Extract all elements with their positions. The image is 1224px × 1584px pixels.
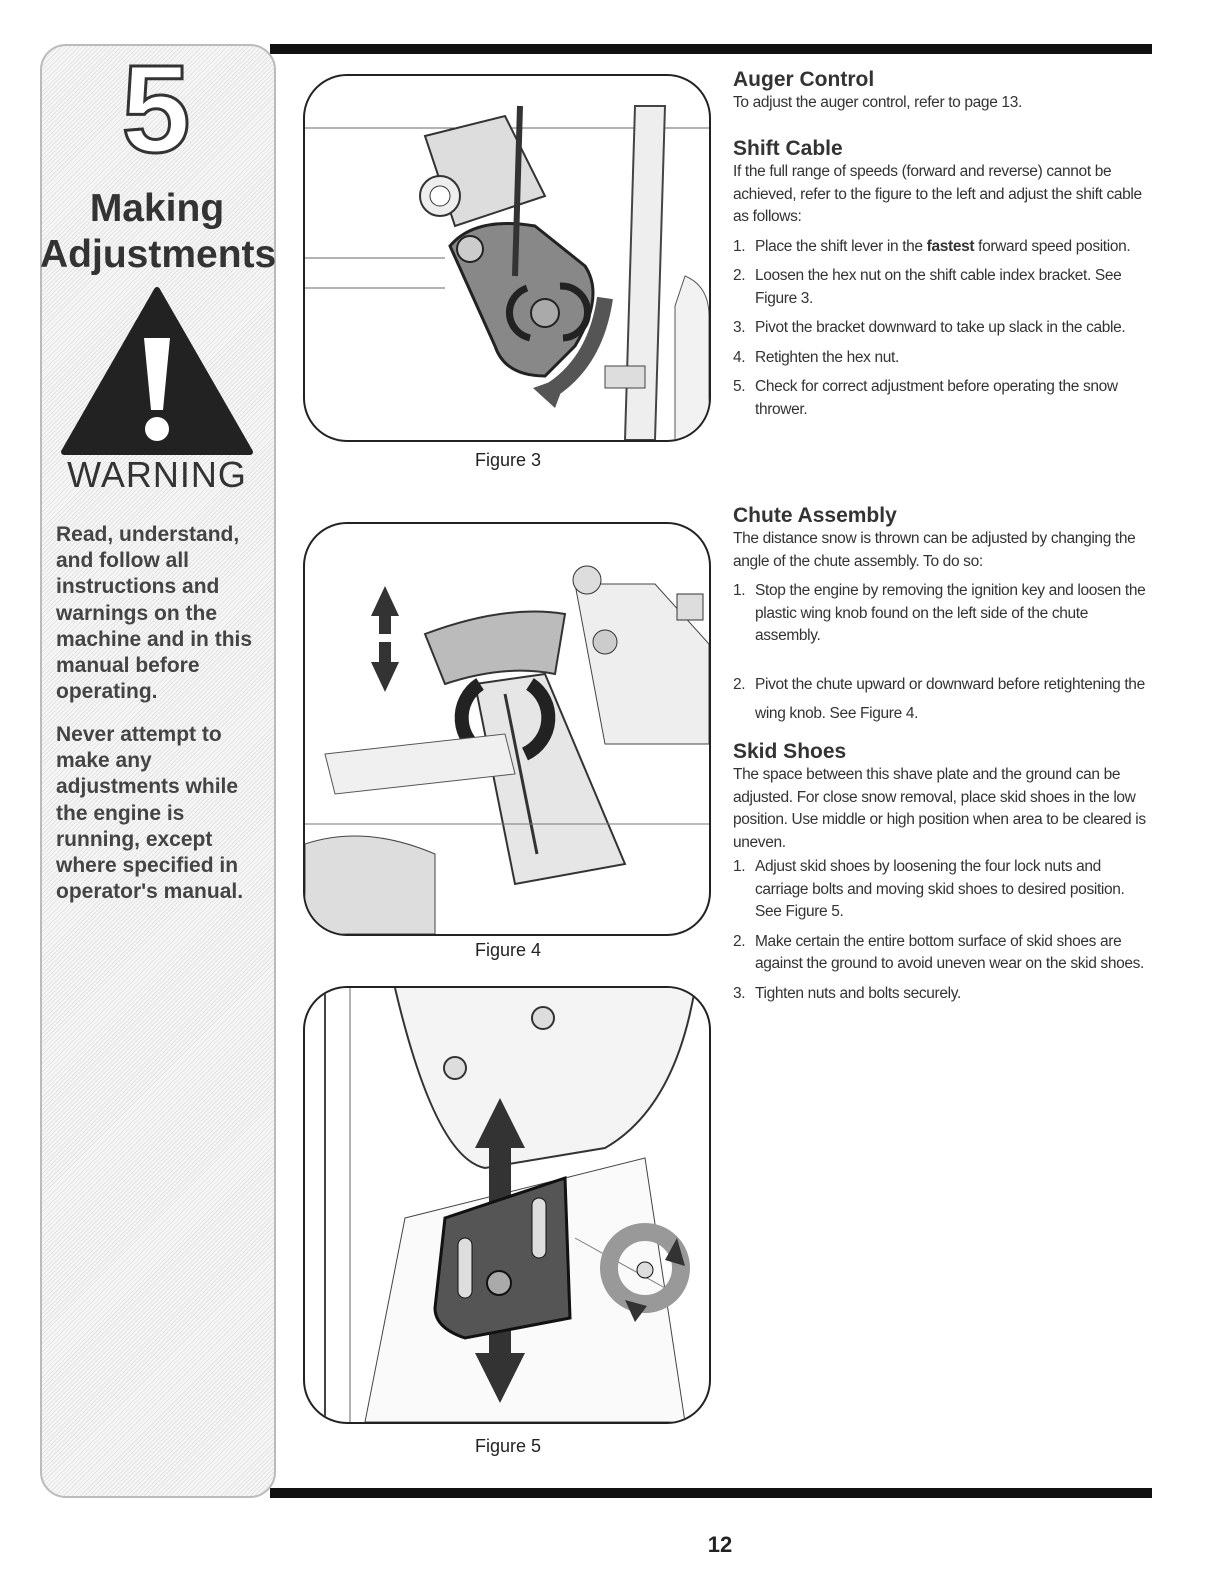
list-item: 3. Pivot the bracket downward to take up slack in the cable. bbox=[733, 319, 1126, 336]
skid-shoes-intro: The space between this shave plate and the ground can be adjusted. For close snow removal, place skid shoes in the low position. Use middle or high position when area to be cleared is uneven. bbox=[733, 766, 1146, 851]
warning-label: WARNING bbox=[67, 454, 247, 495]
list-item: 2. Make certain the entire bottom surface of skid shoes are against the ground to avoid uneven wear on the skid shoes. bbox=[733, 932, 1145, 972]
list-item: 2. Pivot the chute upward or downward before retightening the wing knob. See Figure 4. bbox=[733, 675, 1145, 722]
auger-control-section bbox=[733, 68, 1153, 115]
figure-4-illustration bbox=[303, 522, 711, 936]
bottom-rule bbox=[270, 1488, 1152, 1498]
list-item: 1. Place the shift lever in the fastest forward speed position. bbox=[733, 237, 1131, 255]
skid-shoes-heading: Skid Shoes bbox=[733, 740, 847, 763]
page-number: 12 bbox=[707, 1532, 733, 1557]
warning-paragraph-2: Never attempt to make any adjustments while the engine is running, except where specified in operator's manual. bbox=[56, 723, 244, 904]
chapter-title-line2: Adjustments bbox=[40, 233, 277, 276]
chute-assembly-heading: Chute Assembly bbox=[733, 504, 897, 527]
list-item: 4. Retighten the hex nut. bbox=[733, 348, 899, 366]
chapter-title-line1: Making bbox=[89, 187, 225, 230]
warning-paragraph-1: Read, understand, and follow all instructions and warnings on the machine and in this manual before operating. bbox=[56, 523, 253, 704]
skid-shoes-section bbox=[733, 740, 1153, 1005]
auger-control-heading: Auger Control bbox=[733, 68, 875, 91]
chute-assembly-section bbox=[733, 504, 1153, 728]
list-item: 1. Adjust skid shoes by loosening the four lock nuts and carriage bolts and moving skid shoes to desired position. See Figure 5. bbox=[733, 858, 1125, 920]
shift-cable-steps bbox=[733, 236, 1153, 422]
auger-control-text: To adjust the auger control, refer to page 13. bbox=[733, 94, 1022, 111]
chapter-number: 5 bbox=[121, 41, 191, 179]
top-rule bbox=[270, 44, 1152, 54]
figure-5-caption: Figure 5 bbox=[474, 1436, 542, 1456]
chute-assembly-drawing bbox=[305, 524, 709, 934]
skid-shoe-drawing bbox=[305, 988, 709, 1422]
list-item: 2. Loosen the hex nut on the shift cable index bracket. See Figure 3. bbox=[733, 267, 1122, 307]
figure-3-caption: Figure 3 bbox=[474, 450, 542, 470]
list-item: 3. Tighten nuts and bolts securely. bbox=[733, 984, 961, 1002]
figure-3-illustration bbox=[303, 74, 711, 442]
list-item: 1. Stop the engine by removing the ignition key and loosen the plastic wing knob found on the left side of the chute assembly. bbox=[733, 582, 1146, 644]
shift-cable-heading: Shift Cable bbox=[733, 137, 843, 160]
figure-4-caption: Figure 4 bbox=[474, 940, 542, 960]
chute-assembly-steps bbox=[733, 580, 1153, 728]
shift-cable-section bbox=[733, 137, 1153, 421]
chute-assembly-intro: The distance snow is thrown can be adjusted by changing the angle of the chute assembly. To do so: bbox=[733, 530, 1136, 570]
skid-shoes-steps bbox=[733, 856, 1153, 1005]
figure-5-illustration bbox=[303, 986, 711, 1424]
list-item: 5. Check for correct adjustment before operating the snow thrower. bbox=[733, 378, 1118, 418]
warning-triangle-icon bbox=[60, 286, 254, 456]
chapter-title bbox=[40, 186, 277, 278]
shift-cable-bracket-drawing bbox=[305, 76, 709, 440]
shift-cable-intro: If the full range of speeds (forward and reverse) cannot be achieved, refer to the figure to the left and adjust the shift cable as follows: bbox=[733, 163, 1142, 225]
